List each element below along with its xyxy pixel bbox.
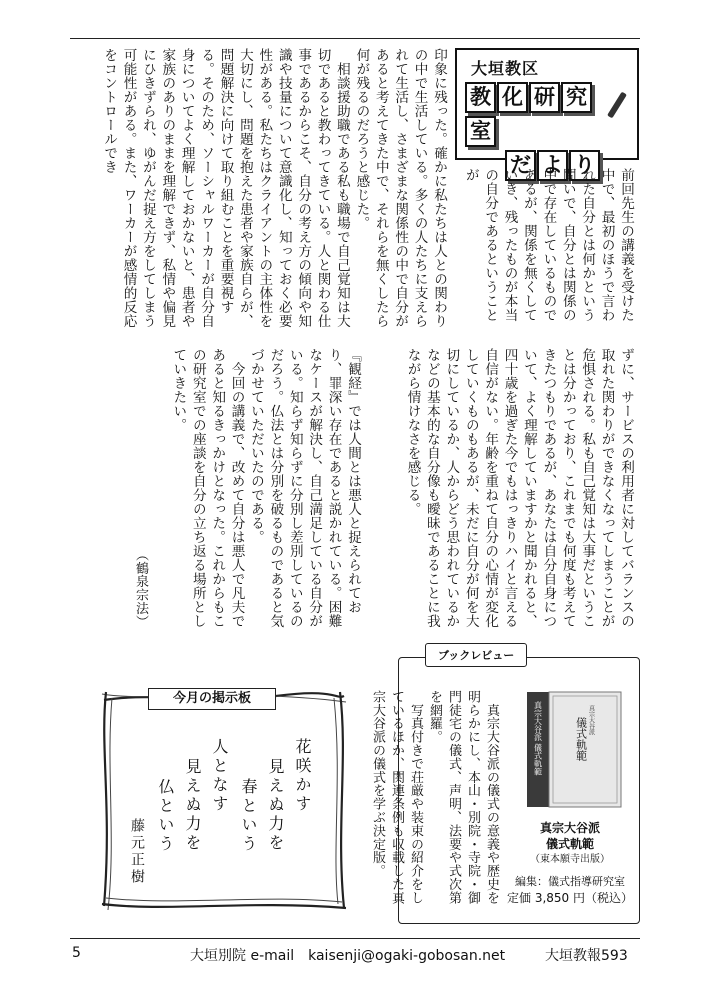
- book-review-text: 真宗大谷派の儀式の意義や歴史を明らかにし、本山・別院・寺院・御門徒宅の儀式、声明、法要や式次第を網羅。 写真付きで荘厳や装束の紹介をしているほか、関連条例も収載した真宗大谷派の儀式を学ぶ決定版。: [370, 690, 499, 905]
- bulletin-title: 今月の掲示板: [148, 688, 276, 710]
- poem-line-5: 見えぬ力を: [183, 758, 202, 853]
- article-column-c: ずに、サービスの利用者に対してバランスの取れた関わりができなくなってしまうことが危惧される。私も自己覚知は大事だということは分かっており、これまでも何度も考えてきたつもりであるが、あなたは自分自身について、よく理解していますかと聞かれると、四十歳を過ぎた今でもはっきりハイと言える自信がない。年齢を重ねて自分の心情が変化していくものもあるが、未だに自分が何を大切にしているか、人からどう思われているかなどの基本的な自分像も曖昧であることに我ながら情けなさを感じる。: [404, 348, 634, 628]
- masthead-subtitle: 大垣教区: [471, 59, 540, 78]
- poem-line-1: 花咲かす: [293, 738, 312, 814]
- title-tile: 研: [529, 82, 560, 113]
- poem-author: 藤元正樹: [129, 818, 145, 886]
- footer-issue: 大垣教報593: [545, 948, 628, 964]
- book-price: 定価 3,850 円（税込）: [507, 891, 633, 905]
- book-title-line2: 儀式軌範: [545, 837, 594, 851]
- article-signature: （鶴泉宗法）: [133, 548, 148, 629]
- title-tile: 室: [465, 116, 496, 147]
- poem-line-6: 仏という: [156, 778, 175, 854]
- poem-line-2: 見えぬ力を: [266, 758, 285, 853]
- title-tile: 化: [497, 82, 528, 113]
- article-column-b: 印象に残った。確かに私たちは人との関わりの中で生活している。多くの人たちに支えられて生活し、さまざまな関係性の中で自分があると考えてきた中で、それらを無くしたら何が残るのだろうと感じた。 相談援助職である私も職場で自己覚知は大切であると教わってきている。人と関わる仕事であるからこそ、自分の考え方の傾向や知識や技量について意識化し、知っておく必要性がある。私たちはクライアントの主体性を大切にし、問題を抱えた患者や家族自らが、問題解決に向けて取り組むことを重要視する。そのため、ソーシャルワーカーが自分自身についてよく理解しておかないと、患者や家族のありのままを理解できず、私情や偏見にひきずられ、ゆがんだ捉え方をしてしまう可能性がある。また、ワーカーが感情的反応をコントロールでき: [101, 48, 447, 328]
- title-tile: 究: [561, 82, 592, 113]
- cover-spine-text: 真宗大谷派 儀式軌範: [533, 701, 543, 776]
- footer-page-number: 5: [72, 945, 81, 961]
- masthead-box: [455, 48, 639, 177]
- title-tile: り: [569, 150, 600, 181]
- top-rule: [70, 38, 640, 39]
- cover-title-text: 儀式軌範: [574, 717, 588, 761]
- article-column-a: 前回先生の講義を受けた中で、最初のほうで言われた自分とは何かという問いで、自分とは関係の中で存在しているものであるが、関係を無くしていき、残ったものが本当の自分であるということが: [462, 168, 634, 322]
- book-editor: 編集：儀式指導研究室: [515, 875, 625, 888]
- book-cover-image: [525, 687, 625, 812]
- book-meta: [505, 820, 635, 906]
- title-tile: 教: [465, 82, 496, 113]
- title-tile: だ: [505, 150, 536, 181]
- poem-line-4: 人となす: [210, 738, 229, 814]
- book-title-line1: 真宗大谷派: [539, 821, 600, 835]
- title-tile: よ: [537, 150, 568, 181]
- bottom-rule: [70, 938, 640, 939]
- poem-line-3: 春という: [239, 778, 258, 854]
- footer-contact: 大垣別院 e-mail kaisenji@ogaki-gobosan.net: [190, 948, 506, 964]
- book-review-label: ブックレビュー: [425, 643, 527, 667]
- cover-series-text: 真宗大谷派: [587, 705, 595, 735]
- article-column-d: 『観経』では人間とは悪人と捉えられており、罪深い存在であると説かれている。困難なケースが解決し、自己満足している自分がいる。知らず知らずに分別し差別しているのだろう。仏法とは分別を破るものであると気づかせていただいたのである。 今回の講義で、改めて自分は悪人で凡夫であると知るきっかけとなった。これからもこの研究室での座談を自分の立ち返る場所としていきたい。: [170, 348, 361, 628]
- book-publisher: （東本願寺出版）: [530, 854, 610, 865]
